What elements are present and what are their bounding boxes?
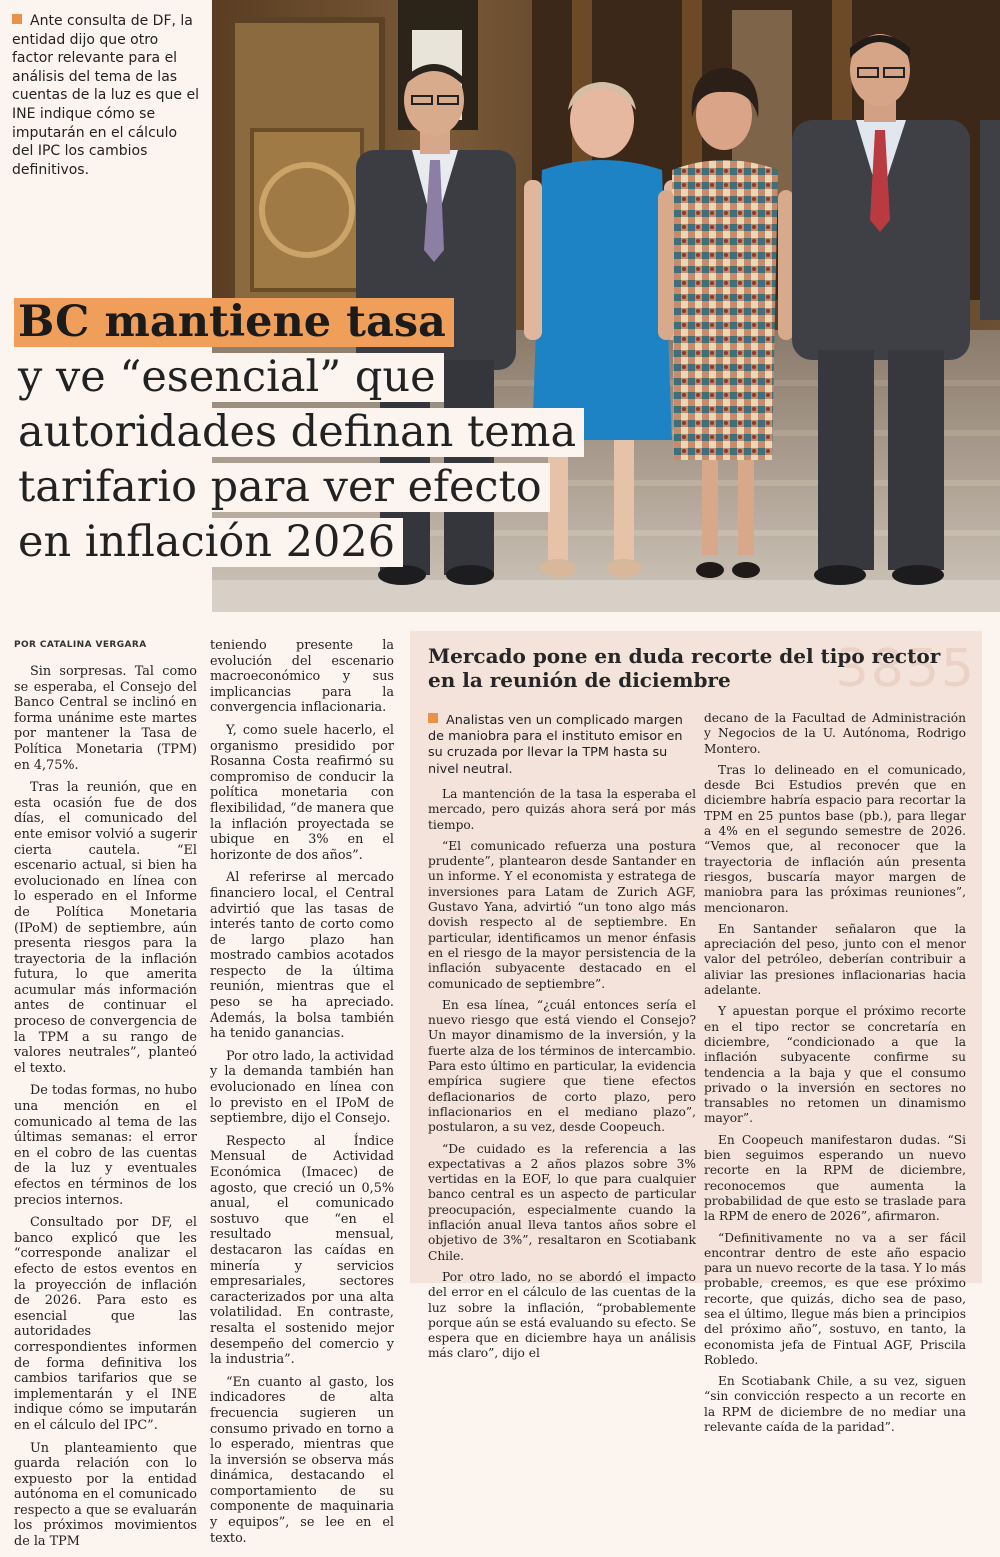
article-paragraph: Por otro lado, la actividad y la demanda también han evolucionado en línea con lo previsto en el IPoM de septiembre, dijo el Consejo.	[210, 1048, 394, 1127]
article-paragraph: Al referirse al mercado financiero local, el Central advirtió que las tasas de interés tanto de corto como de largo plazo han mostrado cambios acotados respecto de la última reunión, mientras que el peso se ha apreciado. Además, la bolsa también ha tenido ganancias.	[210, 870, 394, 1042]
headline-line-1: BC mantiene tasa	[14, 298, 454, 347]
sidebar-paragraph: decano de la Facultad de Administración y Negocios de la U. Autónoma, Rodrigo Montero.	[704, 711, 966, 756]
headline-line-4: tarifario para ver efecto	[14, 463, 550, 512]
sidebar-paragraph: En Scotiabank Chile, a su vez, siguen “sin convicción respecto a un recorte en la RPM de diciembre de no mediar una relevante caída de la paridad”.	[704, 1374, 966, 1435]
watermark: 3855	[835, 639, 976, 699]
sidebar-paragraph: En Coopeuch manifestaron dudas. “Si bien seguimos esperando un nuevo recorte en la RPM de diciembre, reconocemos que aumenta la probabilidad de que esto se traslade para la RPM de enero de 2026”, afirmaron.	[704, 1132, 966, 1224]
sidebar-paragraph: “Definitivamente no va a ser fácil encontrar dentro de este año espacio para un nuevo recorte de la tasa. Y lo más probable, creemos, es que ese próximo recorte, que quizás, dicho sea de paso, sea el último, llegue más bien a principios del próximo año”, sostuvo, en tanto, la economista jefa de Fintual AGF, Priscila Robledo.	[704, 1230, 966, 1367]
bullet-square-icon	[12, 14, 22, 24]
sidebar-bullet-text: Analistas ven un complicado margen de maniobra para el instituto emisor en su cruzada por llevar la TPM hasta su nivel neutral.	[428, 713, 683, 777]
sidebar-box	[410, 631, 982, 1435]
article-paragraph: Un planteamiento que guarda relación con lo expuesto por la entidad autónoma en el comunicado respecto a que se evaluarán los próximos movimientos de la TPM	[14, 1440, 197, 1550]
sidebar-paragraph: Por otro lado, no se abordó el impacto del error en el cálculo de las cuentas de la luz sobre la inflación, “probablemente porque aún se está evaluando su efecto. Se espera que en diciembre haya un análisis más claro”, dijo el	[428, 1269, 696, 1361]
sidebar-column-2	[704, 711, 966, 1441]
article-paragraph: Consultado por DF, el banco explicó que les “corresponde analizar el efecto de estos eventos en la proyección de inflación de 2026. Para esto es esencial que las autoridades correspondientes informen de forma definitiva los cambios tarifarios que se implementarán y el INE indique cómo se imputarán en el cálculo del IPC”.	[14, 1215, 197, 1433]
headline	[14, 298, 584, 573]
sidebar-paragraph: Tras lo delineado en el comunicado, desde Bci Estudios prevén que en diciembre habría espacio para recortar la TPM en 25 puntos base (pb.), para llegar a 4% en el segundo semestre de 2026. “Vemos que, al reconocer que la trayectoria de inflación aún presenta riesgos, buscaría mayor margen de maniobra para las próximas reuniones”, mencionaron.	[704, 762, 966, 915]
sidebar-paragraph: “El comunicado refuerza una postura prudente”, plantearon desde Santander en un informe. Y el economista y estratega de inversiones para Latam de Zurich AGF, Gustavo Yana, advirtió “un tono algo más dovish respecto al de septiembre. En particular, identificamos un menor énfasis en el riesgo de la mayor persistencia de la inflación subyacente destacado en el comunicado de septiembre”.	[428, 838, 696, 991]
sidebar-bullet	[428, 713, 696, 778]
headline-line-2: y ve “esencial” que	[14, 353, 444, 402]
article-column-1	[14, 664, 197, 1557]
article-paragraph: Sin sorpresas. Tal como se esperaba, el Consejo del Banco Central se inclinó en forma unánime este martes por mantener la Tasa de Política Monetaria (TPM) en 4,75%.	[14, 664, 197, 773]
highlight-note	[12, 12, 200, 179]
sidebar-paragraph: “De cuidado es la referencia a las expectativas a 2 años plazos sobre 3% vertidas en la EOF, lo que para cualquier banco central es un aspecto de particular preocupación, especialmente cuando la inflación anual lleva tantos años sobre el objetivo de 3%”, resaltaron en Scotiabank Chile.	[428, 1141, 696, 1263]
sidebar-paragraph: En esa línea, “¿cuál entonces sería el nuevo riesgo que está viendo el Consejo? Un mayor dinamismo de la inversión, y la fuerte alza de los términos de intercambio. Para esto último en particular, la evidencia empírica sugiere que tiene efectos deflacionarios de corto plazo, pero inflacionarios en el mediano plazo”, postularon, a su vez, desde Coopeuch.	[428, 997, 696, 1135]
sidebar-paragraph: La mantención de la tasa la esperaba el mercado, pero quizás ahora será por más tiempo.	[428, 787, 696, 832]
article-column-2	[210, 638, 394, 1553]
article-paragraph: Tras la reunión, que en esta ocasión fue de dos días, el comunicado del ente emisor volvió a sugerir cierta cautela. “El escenario actual, si bien ha evolucionado en línea con lo esperado en el Informe de Política Monetaria (IPoM) de septiembre, aún presenta riesgos para la trayectoria de la inflación futura, lo que amerita acumular más información antes de continuar el proceso de convergencia de la TPM a su rango de valores neutrales”, planteó el texto.	[14, 780, 197, 1076]
article-paragraph: Respecto al Índice Mensual de Actividad Económica (Imacec) de agosto, que creció un 0,5% anual, el comunicado sostuvo que “en el resultado mensual, destacaron las caídas en minería y servicios empresariales, sectores caracterizados por una alta volatilidad. En contraste, resalta el sostenido mejor desempeño del comercio y la industria”.	[210, 1133, 394, 1368]
headline-line-3: autoridades definan tema	[14, 408, 584, 457]
sidebar-paragraph: En Santander señalaron que la apreciación del peso, junto con el menor valor del petróleo, deberían contribuir a aliviar las presiones inflacionarias hacia adelante.	[704, 921, 966, 998]
byline: POR CATALINA VERGARA	[14, 640, 147, 650]
article-paragraph: “En cuanto al gasto, los indicadores de alta frecuencia sugieren un consumo privado en torno a lo esperado, mientras que la inversión se observa más dinámica, destacando el comportamiento de su componente de maquinaria y equipos”, se lee en el texto.	[210, 1374, 394, 1546]
article-paragraph: Y, como suele hacerlo, el organismo presidido por Rosanna Costa reafirmó su compromiso de conducir la política monetaria con flexibilidad, “de manera que la inflación proyectada se ubique en 3% en el horizonte de dos años”.	[210, 722, 394, 863]
sidebar-column-1	[428, 787, 696, 1368]
article-paragraph: teniendo presente la evolución del escenario macroeconómico y sus implicancias para la convergencia inflacionaria.	[210, 638, 394, 716]
headline-line-5: en inflación 2026	[14, 518, 403, 567]
note-text: Ante consulta de DF, la entidad dijo que otro factor relevante para el análisis del tema de las cuentas de la luz es que el INE indique cómo se imputarán en el cálculo del IPC los cambios definitivos.	[12, 13, 199, 178]
article-paragraph: De todas formas, no hubo una mención en el comunicado al tema de las últimas semanas: el error en el cobro de las cuentas de la luz y eventuales efectos en términos de los precios internos.	[14, 1083, 197, 1208]
sidebar-title: Mercado pone en duda recorte del tipo rector en la reunión de diciembre	[428, 644, 941, 692]
bullet-square-icon	[428, 713, 438, 723]
sidebar-paragraph: Y apuestan porque el próximo recorte en el tipo rector se concretaría en diciembre, “condicionado a que la inflación subyacente confirme su tendencia a la baja y que el consumo privado o la inversión en sectores no transables no retomen un dinamismo mayor”.	[704, 1004, 966, 1126]
